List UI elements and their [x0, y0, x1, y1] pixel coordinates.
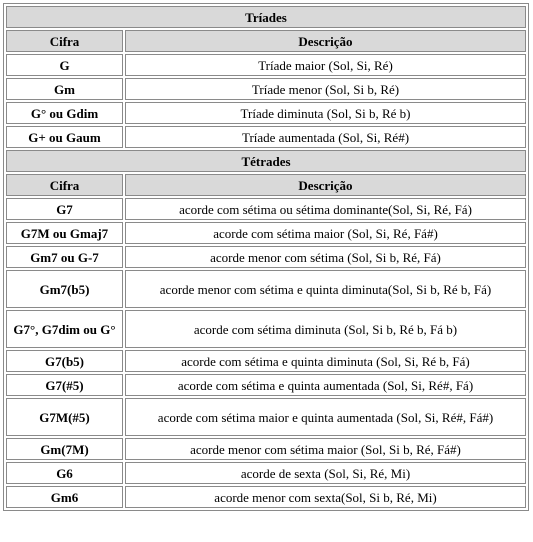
cifra-cell: G7°, G7dim ou G°	[6, 310, 123, 348]
cifra-cell: G7M ou Gmaj7	[6, 222, 123, 244]
table-row	[6, 374, 526, 396]
cifra-cell: G	[6, 54, 123, 76]
table-row	[6, 462, 526, 484]
cifra-cell: Gm6	[6, 486, 123, 508]
section-title-tetrades: Tétrades	[6, 150, 526, 172]
column-header-descricao: Descrição	[125, 30, 526, 52]
descricao-cell: acorde menor com sétima (Sol, Si b, Ré, Fá)	[125, 246, 526, 268]
cifra-cell: Gm7(b5)	[6, 270, 123, 308]
section-header-tetrades	[6, 150, 526, 172]
chord-table-container	[3, 3, 529, 511]
table-row	[6, 438, 526, 460]
descricao-cell: Tríade aumentada (Sol, Si, Ré#)	[125, 126, 526, 148]
table-row	[6, 198, 526, 220]
cifra-cell: G6	[6, 462, 123, 484]
section-title-triades: Tríades	[6, 6, 526, 28]
table-row	[6, 126, 526, 148]
cifra-cell: G+ ou Gaum	[6, 126, 123, 148]
column-header-cifra: Cifra	[6, 174, 123, 196]
cifra-cell: G7M(#5)	[6, 398, 123, 436]
table-row	[6, 222, 526, 244]
table-row	[6, 54, 526, 76]
table-row	[6, 270, 526, 308]
cifra-cell: G° ou Gdim	[6, 102, 123, 124]
table-row	[6, 486, 526, 508]
column-header-descricao: Descrição	[125, 174, 526, 196]
descricao-cell: acorde com sétima e quinta diminuta (Sol, Si, Ré b, Fá)	[125, 350, 526, 372]
descricao-cell: Tríade maior (Sol, Si, Ré)	[125, 54, 526, 76]
descricao-cell: acorde menor com sétima e quinta diminuta(Sol, Si b, Ré b, Fá)	[125, 270, 526, 308]
column-header-row	[6, 174, 526, 196]
descricao-cell: Tríade menor (Sol, Si b, Ré)	[125, 78, 526, 100]
column-header-cifra: Cifra	[6, 30, 123, 52]
cifra-cell: G7(b5)	[6, 350, 123, 372]
descricao-cell: acorde menor com sexta(Sol, Si b, Ré, Mi)	[125, 486, 526, 508]
table-row	[6, 102, 526, 124]
cifra-cell: Gm	[6, 78, 123, 100]
cifra-cell: G7(#5)	[6, 374, 123, 396]
descricao-cell: acorde com sétima ou sétima dominante(Sol, Si, Ré, Fá)	[125, 198, 526, 220]
descricao-cell: Tríade diminuta (Sol, Si b, Ré b)	[125, 102, 526, 124]
table-row	[6, 78, 526, 100]
column-header-row	[6, 30, 526, 52]
descricao-cell: acorde com sétima maior (Sol, Si, Ré, Fá#)	[125, 222, 526, 244]
descricao-cell: acorde com sétima diminuta (Sol, Si b, Ré b, Fá b)	[125, 310, 526, 348]
table-row	[6, 398, 526, 436]
descricao-cell: acorde menor com sétima maior (Sol, Si b, Ré, Fá#)	[125, 438, 526, 460]
chord-table	[3, 3, 529, 511]
table-row	[6, 350, 526, 372]
cifra-cell: Gm(7M)	[6, 438, 123, 460]
descricao-cell: acorde com sétima e quinta aumentada (Sol, Si, Ré#, Fá)	[125, 374, 526, 396]
section-header-triades	[6, 6, 526, 28]
descricao-cell: acorde com sétima maior e quinta aumentada (Sol, Si, Ré#, Fá#)	[125, 398, 526, 436]
table-row	[6, 310, 526, 348]
table-row	[6, 246, 526, 268]
descricao-cell: acorde de sexta (Sol, Si, Ré, Mi)	[125, 462, 526, 484]
cifra-cell: Gm7 ou G-7	[6, 246, 123, 268]
cifra-cell: G7	[6, 198, 123, 220]
